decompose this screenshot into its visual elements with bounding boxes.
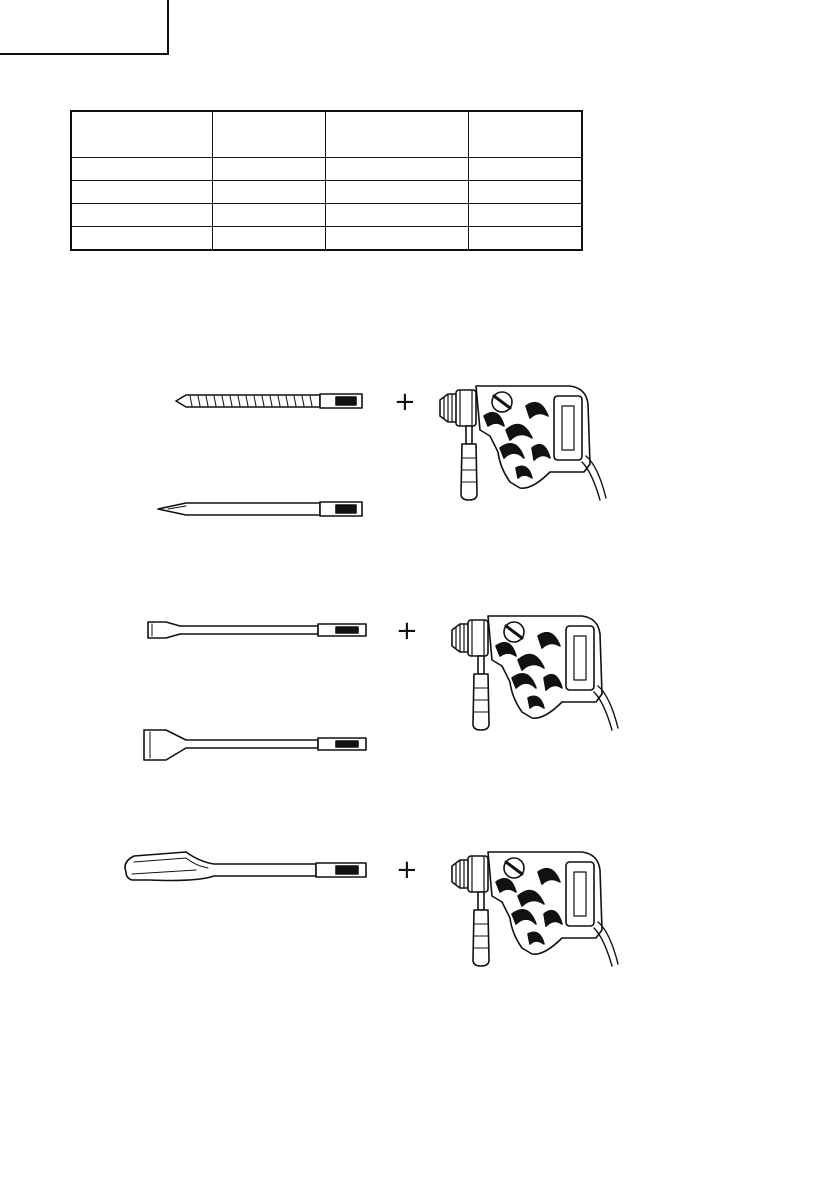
scaling-chisel-icon [144,730,366,760]
grooving-chisel-icon [176,394,362,408]
plus-sign: + [396,616,418,646]
plus-sign: + [396,855,418,885]
rotary-hammer-icon [452,616,618,730]
rotary-hammer-icon [440,386,606,500]
gouge-chisel-icon [125,852,366,881]
rotary-hammer-icon [452,852,618,966]
bull-point-icon [158,502,362,516]
cold-chisel-icon [148,622,366,638]
plus-sign: + [394,387,416,417]
